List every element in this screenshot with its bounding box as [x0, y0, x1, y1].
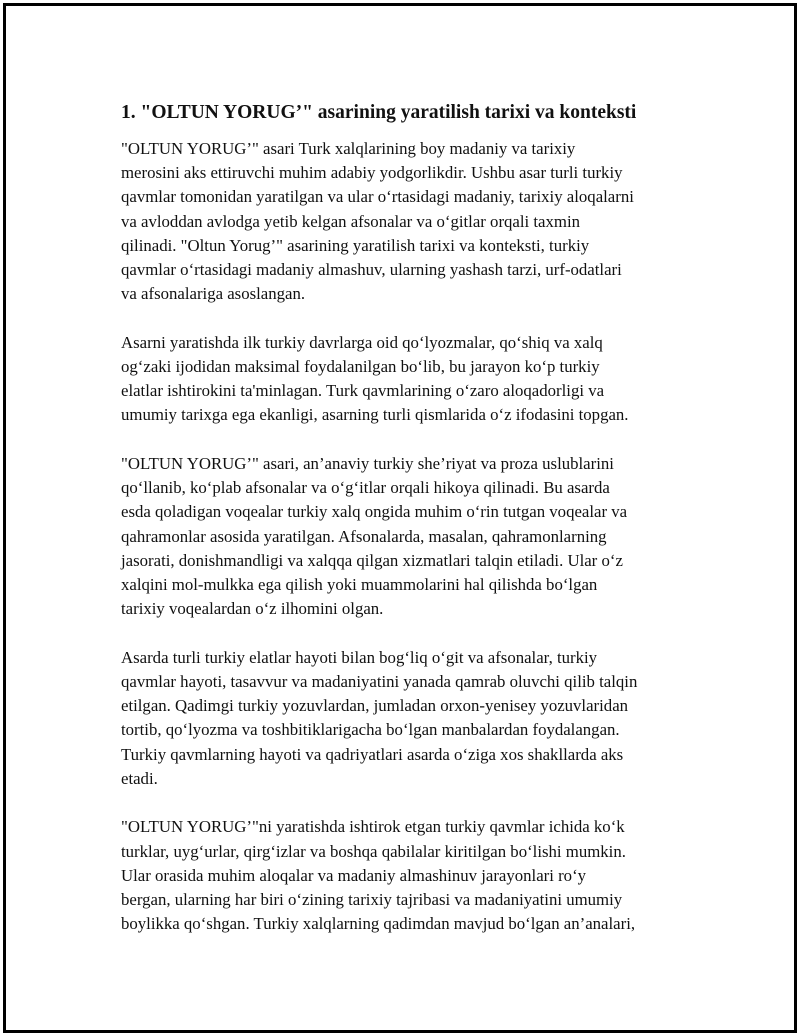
paragraph-line: qavmlar o‘rtasidagi madaniy almashuv, ularning yashash tarzi, urf-odatlari [121, 260, 622, 280]
paragraph-line: va avloddan avlodga yetib kelgan afsonalar va o‘gitlar orqali taxmin [121, 211, 580, 231]
paragraph [121, 815, 691, 936]
paragraph-line: turklar, uyg‘urlar, qirg‘izlar va boshqa qabilalar kiritilgan bo‘lishi mumkin. [121, 841, 626, 861]
paragraph [121, 331, 691, 428]
paragraph-line: esda qoladigan voqealar turkiy xalq ongida muhim o‘rin tutgan voqealar va [121, 502, 628, 522]
paragraph-line: qo‘llanib, ko‘plab afsonalar va o‘g‘itlar orqali hikoya qilinadi. Bu asarda [121, 478, 610, 498]
paragraph-line: boylikka qo‘shgan. Turkiy xalqlarning qadimdan mavjud bo‘lgan an’analari, [121, 914, 636, 934]
paragraph-line: etilgan. Qadimgi turkiy yozuvlardan, jumladan orxon-yenisey yozuvlaridan [121, 696, 629, 716]
paragraph-line: "OLTUN YORUG’"ni yaratishda ishtirok etgan turkiy qavmlar ichida ko‘k [121, 817, 625, 837]
paragraph-line: elatlar ishtirokini ta'minlagan. Turk qavmlarining o‘zaro aloqadorligi va [121, 381, 605, 401]
document-body [121, 99, 691, 961]
paragraph-line: bergan, ularning har biri o‘zining tarixiy tajribasi va madaniyatini umumiy [121, 890, 623, 910]
paragraphs-container [121, 137, 691, 936]
paragraph-line: umumiy tarixga ega ekanligi, asarning turli qismlarida o‘z ifodasini topgan. [121, 405, 629, 425]
paragraph-line: Turkiy qavmlarning hayoti va qadriyatlari asarda o‘ziga xos shakllarda aks [121, 744, 624, 764]
paragraph-line: "OLTUN YORUG’" asari, an’anaviy turkiy she’riyat va proza uslublarini [121, 454, 614, 474]
paragraph-line: jasorati, donishmandligi va xalqqa qilgan xizmatlari talqin etiladi. Ular o‘z [121, 550, 623, 570]
paragraph-line: qahramonlar asosida yaratilgan. Afsonalarda, masalan, qahramonlarning [121, 526, 607, 546]
paragraph-line: merosini aks ettiruvchi muhim adabiy yodgorlikdir. Ushbu asar turli turkiy [121, 163, 623, 183]
paragraph-line: va afsonalariga asoslangan. [121, 284, 306, 304]
paragraph-line: og‘zaki ijodidan maksimal foydalanilgan bo‘lib, bu jarayon ko‘p turkiy [121, 357, 600, 377]
paragraph-line: "OLTUN YORUG’" asari Turk xalqlarining boy madaniy va tarixiy [121, 139, 576, 158]
section-heading: 1. "OLTUN YORUG’" asarining yaratilish tarixi va konteksti [121, 102, 637, 123]
paragraph-line: tarixiy voqealardan o‘z ilhomini olgan. [121, 599, 384, 619]
paragraph-line: tortib, qo‘lyozma va toshbitiklarigacha bo‘lgan manbalardan foydalangan. [121, 720, 620, 740]
paragraph-line: etadi. [121, 768, 158, 788]
page-frame [3, 3, 797, 1033]
paragraph-line: Ular orasida muhim aloqalar va madaniy almashinuv jarayonlari ro‘y [121, 865, 587, 885]
paragraph [121, 137, 691, 306]
paragraph-line: xalqini mol-mulkka ega qilish yoki muammolarini hal qilishda bo‘lgan [121, 575, 598, 595]
paragraph-line: qavmlar hayoti, tasavvur va madaniyatini yanada qamrab oluvchi qilib talqin [121, 672, 638, 692]
paragraph [121, 452, 691, 621]
paragraph-line: Asarni yaratishda ilk turkiy davrlarga oid qo‘lyozmalar, qo‘shiq va xalq [121, 332, 603, 352]
paragraph-line: Asarda turli turkiy elatlar hayoti bilan bog‘liq o‘git va afsonalar, turkiy [121, 647, 598, 667]
paragraph-line: qavmlar tomonidan yaratilgan va ular o‘rtasidagi madaniy, tarixiy aloqalarni [121, 187, 634, 207]
paragraph [121, 646, 691, 791]
paragraph-line: qilinadi. "Oltun Yorug’" asarining yaratilish tarixi va konteksti, turkiy [121, 235, 590, 255]
